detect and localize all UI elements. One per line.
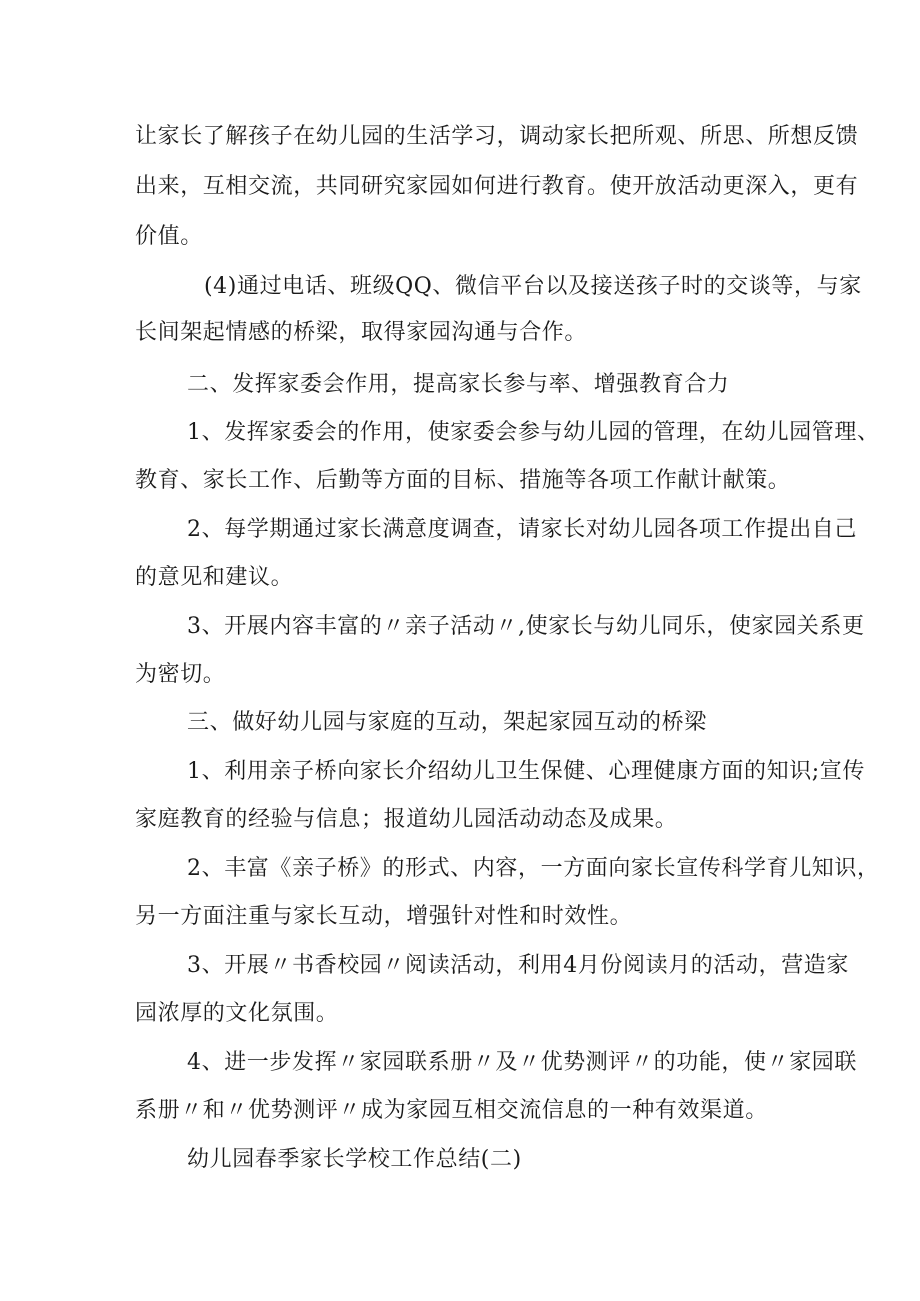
text-line: 让家长了解孩子在幼儿园的生活学习，调动家长把所观、所思、所想反馈 [135, 124, 859, 149]
text-line: 价值。 [135, 224, 203, 249]
section-heading: 二、发挥家委会作用，提高家长参与率、增强教育合力 [187, 372, 730, 397]
text-line: 的意见和建议。 [135, 565, 294, 590]
text-line: 2、每学期通过家长满意度调查，请家长对幼儿园各项工作提出自己 [187, 517, 857, 542]
text-line: 家庭教育的经验与信息；报道幼儿园活动动态及成果。 [135, 807, 678, 832]
text-line: 3、开展内容丰富的〃亲子活动〃,使家长与幼儿同乐，使家园关系更 [187, 614, 865, 639]
text-line: 长间架起情感的桥梁，取得家园沟通与合作。 [135, 320, 588, 345]
text-line: 4、进一步发挥〃家园联系册〃及〃优势测评〃的功能，使〃家园联 [187, 1050, 857, 1075]
text-line: 1、利用亲子桥向家长介绍幼儿卫生保健、心理健康方面的知识;宣传 [187, 759, 866, 784]
text-line: 3、开展〃书香校园〃阅读活动，利用4月份阅读月的活动，营造家 [187, 953, 849, 978]
text-line: 2、丰富《亲子桥》的形式、内容，一方面向家长宣传科学育儿知识， [187, 856, 880, 881]
text-line: (4)通过电话、班级QQ、微信平台以及接送孩子时的交谈等，与家 [204, 274, 862, 299]
document-title: 幼儿园春季家长学校工作总结(二) [187, 1147, 522, 1172]
text-line: 教育、家长工作、后勤等方面的目标、措施等各项工作献计献策。 [135, 468, 791, 493]
text-line: 另一方面注重与家长互动，增强针对性和时效性。 [135, 904, 633, 929]
text-line: 园浓厚的文化氛围。 [135, 1001, 339, 1026]
text-line: 系册〃和〃优势测评〃成为家园互相交流信息的一种有效渠道。 [135, 1098, 768, 1123]
text-line: 为密切。 [135, 662, 226, 687]
section-heading: 三、做好幼儿园与家庭的互动，架起家园互动的桥梁 [187, 710, 707, 735]
text-line: 出来，互相交流，共同研究家园如何进行教育。使开放活动更深入，更有 [135, 174, 859, 199]
text-line: 1、发挥家委会的作用，使家委会参与幼儿园的管理，在幼儿园管理、 [187, 420, 880, 445]
